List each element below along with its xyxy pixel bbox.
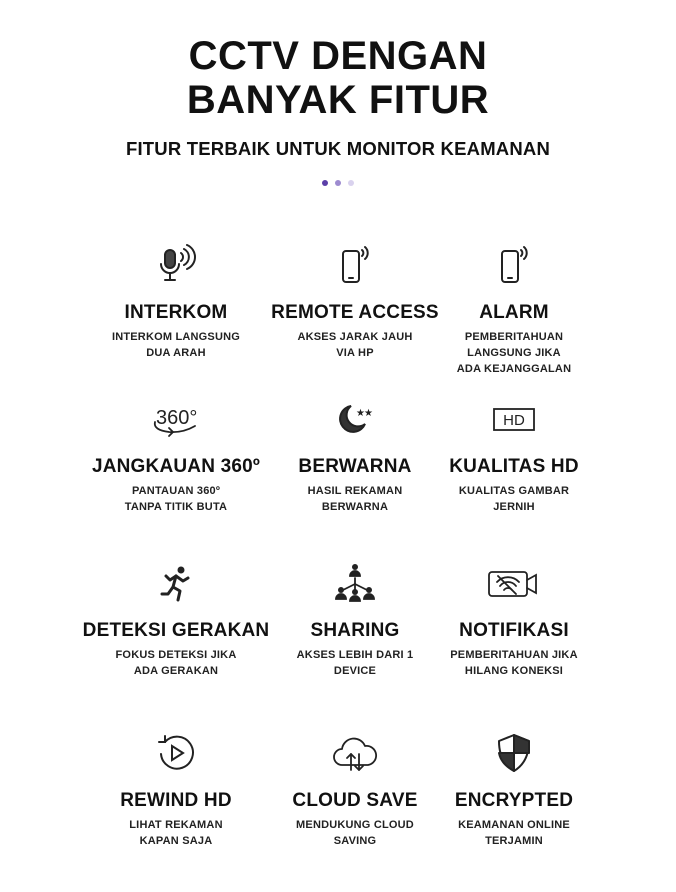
carousel-dot-2[interactable] bbox=[335, 180, 341, 186]
feature-rewind-hd bbox=[76, 730, 276, 849]
no-wifi-camera-icon bbox=[414, 560, 614, 606]
microphone-icon bbox=[76, 242, 276, 288]
svg-text:HD: HD bbox=[503, 412, 525, 429]
feature-deteksi-gerakan bbox=[76, 560, 276, 679]
carousel-dot-1[interactable] bbox=[322, 180, 328, 186]
feature-description: KEAMANAN ONLINE TERJAMIN bbox=[458, 819, 570, 847]
title-line-1: CCTV DENGAN bbox=[188, 34, 488, 78]
feature-name: KUALITAS HD bbox=[449, 456, 579, 477]
feature-description: PEMBERITAHUAN LANGSUNG JIKA ADA KEJANGGALAN bbox=[456, 331, 572, 375]
shield-icon bbox=[414, 730, 614, 776]
svg-text:★: ★ bbox=[356, 408, 365, 419]
feature-description: PANTAUAN 360º TANPA TITIK BUTA bbox=[124, 485, 228, 513]
feature-interkom bbox=[76, 242, 276, 361]
svg-text:360°: 360° bbox=[156, 407, 198, 429]
feature-encrypted bbox=[414, 730, 614, 849]
feature-jangkauan-360 bbox=[76, 396, 276, 515]
carousel-dot-3[interactable] bbox=[348, 180, 354, 186]
feature-description: AKSES JARAK JAUH VIA HP bbox=[297, 331, 413, 359]
svg-text:★: ★ bbox=[364, 408, 373, 419]
hd-icon bbox=[414, 396, 614, 442]
feature-description: PEMBERITAHUAN JIKA HILANG KONEKSI bbox=[450, 649, 578, 677]
feature-name: REWIND HD bbox=[120, 790, 232, 811]
smartphone-signal-icon bbox=[414, 242, 614, 288]
feature-name: REMOTE ACCESS bbox=[271, 302, 439, 323]
feature-description: HASIL REKAMAN BERWARNA bbox=[307, 485, 403, 513]
360-rotation-icon bbox=[76, 396, 276, 442]
feature-description: LIHAT REKAMAN KAPAN SAJA bbox=[129, 819, 223, 847]
feature-notifikasi bbox=[414, 560, 614, 679]
feature-name: BERWARNA bbox=[298, 456, 412, 477]
feature-name: ENCRYPTED bbox=[454, 790, 574, 811]
rewind-play-icon bbox=[76, 730, 276, 776]
carousel-dots bbox=[0, 180, 676, 186]
feature-kualitas-hd bbox=[414, 396, 614, 515]
feature-name: ALARM bbox=[479, 302, 549, 323]
feature-name: NOTIFIKASI bbox=[459, 620, 569, 641]
feature-name: JANGKAUAN 360º bbox=[91, 456, 261, 477]
page-title bbox=[0, 34, 676, 122]
running-person-icon bbox=[76, 560, 276, 606]
feature-name: CLOUD SAVE bbox=[292, 790, 418, 811]
feature-name: INTERKOM bbox=[124, 302, 228, 323]
page-subtitle: FITUR TERBAIK UNTUK MONITOR KEAMANAN bbox=[125, 138, 551, 159]
feature-alarm bbox=[414, 242, 614, 377]
feature-name: SHARING bbox=[310, 620, 400, 641]
feature-description: AKSES LEBIH DARI 1 DEVICE bbox=[296, 649, 414, 677]
feature-description: FOKUS DETEKSI JIKA ADA GERAKAN bbox=[115, 649, 237, 677]
title-line-2: BANYAK FITUR bbox=[186, 78, 490, 122]
feature-description: INTERKOM LANGSUNG DUA ARAH bbox=[111, 331, 241, 359]
feature-description: KUALITAS GAMBAR JERNIH bbox=[458, 485, 570, 513]
feature-name: DETEKSI GERAKAN bbox=[82, 620, 270, 641]
feature-description: MENDUKUNG CLOUD SAVING bbox=[296, 819, 414, 847]
